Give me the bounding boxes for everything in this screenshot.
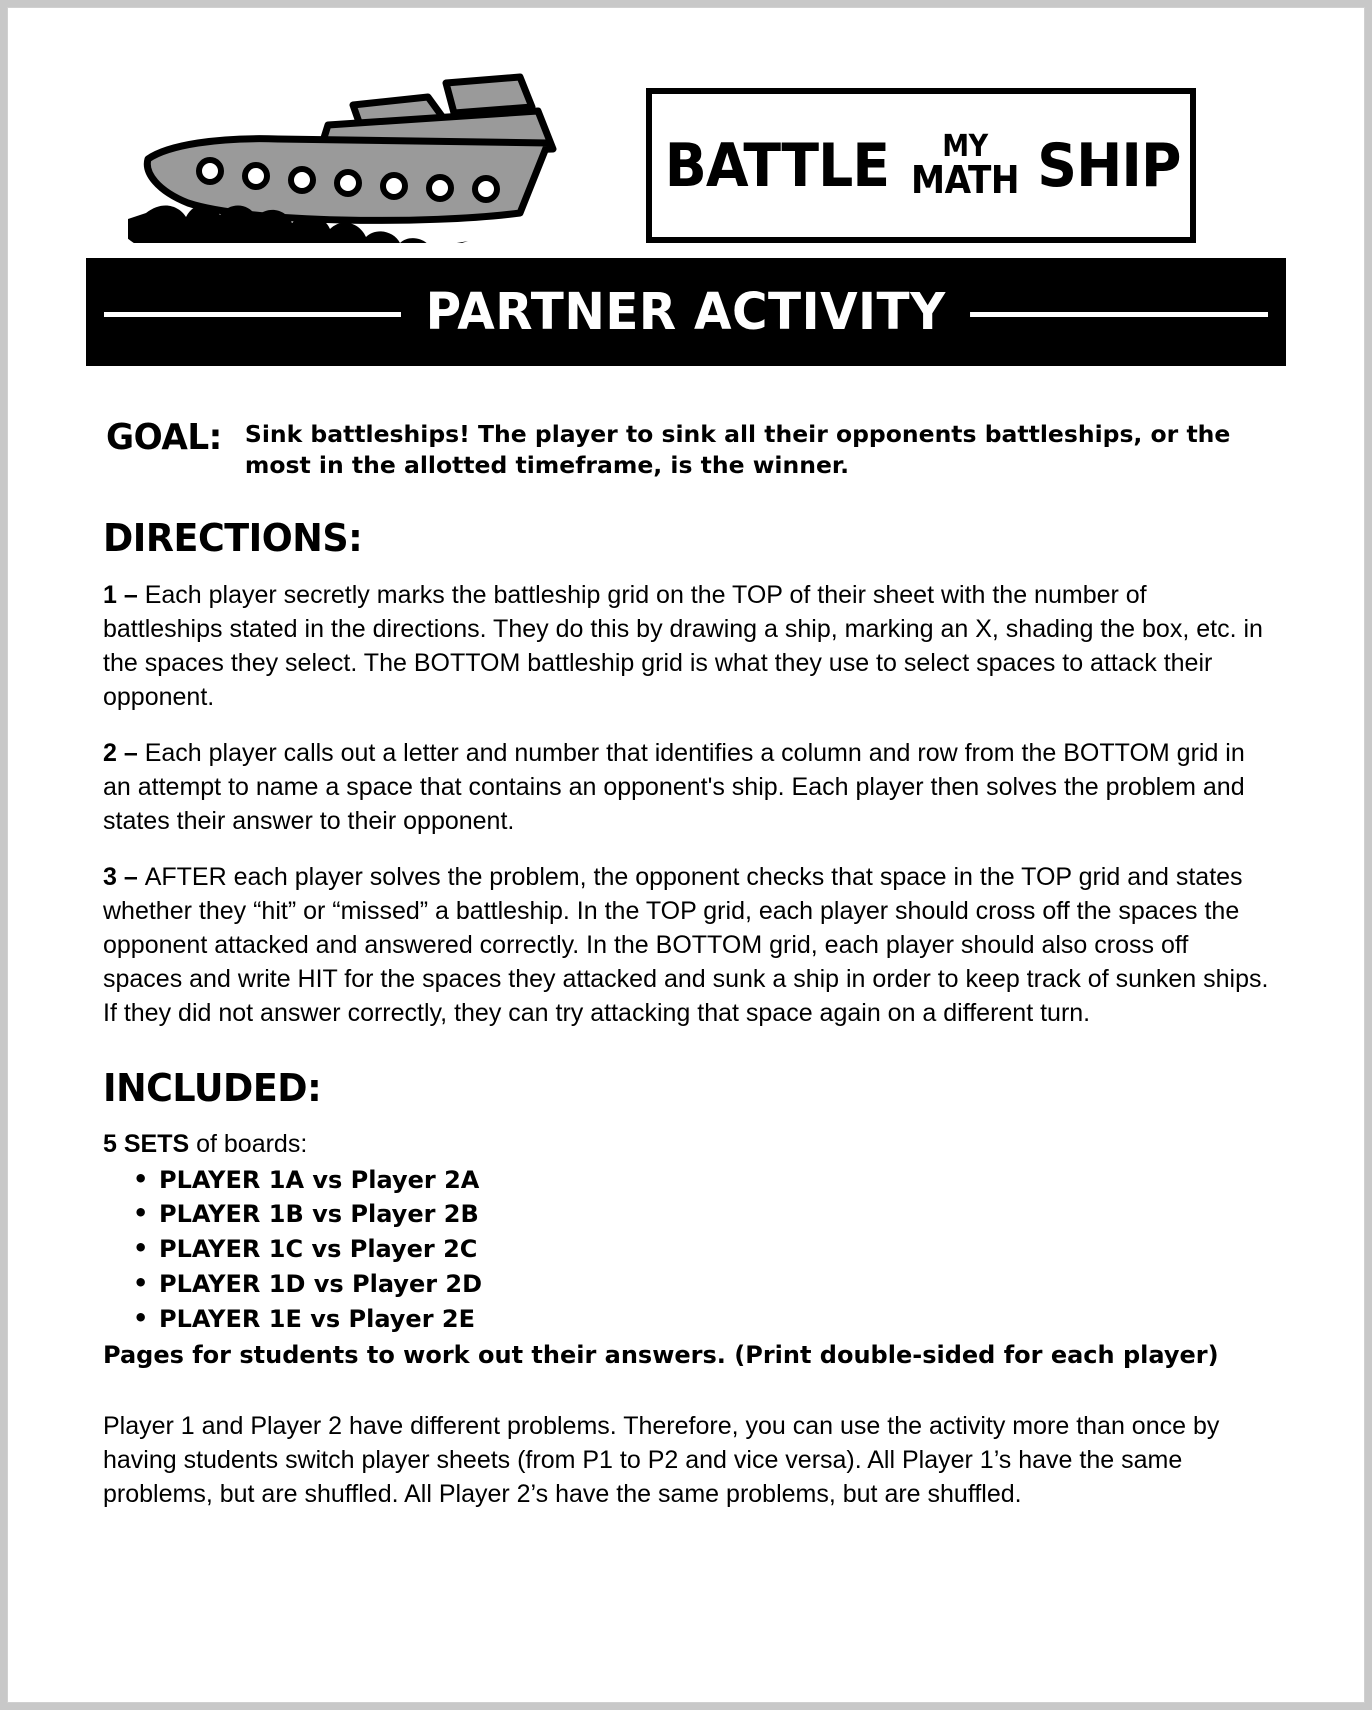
included-heading: INCLUDED: bbox=[103, 1066, 322, 1111]
direction-step-1-number: 1 – bbox=[103, 581, 145, 610]
directions-heading: DIRECTIONS: bbox=[103, 516, 363, 561]
title-word-my: MY bbox=[942, 129, 988, 165]
list-item: • PLAYER 1E vs Player 2E bbox=[125, 1302, 1269, 1337]
title-word-math: MATH bbox=[911, 157, 1020, 202]
direction-step-3 bbox=[103, 860, 1269, 1030]
title-word-my-math bbox=[911, 129, 1020, 202]
banner-title: PARTNER ACTIVITY bbox=[401, 283, 970, 342]
direction-step-1-text: Each player secretly marks the battleship grid on the TOP of their sheet with the number of battleships stated in the directions. They do this by drawing a ship, marking an X, shading the box, etc. in the spaces they select. The BOTTOM battleship grid is what they use to select spaces to attack their opponent. bbox=[103, 581, 1263, 712]
cruise-ship-icon bbox=[128, 63, 558, 243]
goal-text: Sink battleships! The player to sink all their opponents battleships, or the most in the allotted timeframe, is the winner. bbox=[244, 420, 1231, 479]
title-box bbox=[646, 88, 1196, 243]
title-word-ship: SHIP bbox=[1037, 130, 1181, 201]
direction-step-3-number: 3 – bbox=[103, 863, 145, 892]
partner-activity-banner bbox=[86, 258, 1286, 366]
worksheet-page bbox=[8, 8, 1364, 1702]
direction-step-2 bbox=[103, 736, 1269, 838]
page-header bbox=[8, 8, 1364, 258]
title-word-battle: BATTLE bbox=[664, 130, 890, 201]
pages-note: Pages for students to work out their answers. (Print double-sided for each player) bbox=[103, 1340, 1219, 1369]
goal-label: GOAL: bbox=[106, 417, 222, 458]
goal-section bbox=[103, 414, 1269, 480]
included-sets-list bbox=[125, 1163, 1269, 1337]
included-lead-rest: of boards: bbox=[189, 1130, 308, 1159]
list-item: • PLAYER 1A vs Player 2A bbox=[125, 1163, 1269, 1198]
included-lead-bold: 5 SETS bbox=[103, 1130, 190, 1159]
list-item: • PLAYER 1B vs Player 2B bbox=[125, 1197, 1269, 1232]
page-content bbox=[8, 414, 1364, 1511]
direction-step-2-number: 2 – bbox=[103, 739, 145, 768]
direction-step-2-text: Each player calls out a letter and number that identifies a column and row from the BOTTOM grid in an attempt to name a space that contains an opponent's ship. Each player then solves the problem and states their answer to their opponent. bbox=[103, 739, 1245, 836]
included-lead bbox=[103, 1128, 1269, 1161]
direction-step-1 bbox=[103, 578, 1269, 714]
closing-paragraph: Player 1 and Player 2 have different problems. Therefore, you can use the activity more than once by having students switch player sheets (from P1 to P2 and vice versa). All Player 1’s have the same problems, but are shuffled. All Player 2’s have the same problems, but are shuffled. bbox=[103, 1411, 1220, 1508]
list-item: • PLAYER 1C vs Player 2C bbox=[125, 1232, 1269, 1267]
direction-step-3-text: AFTER each player solves the problem, the opponent checks that space in the TOP grid and states whether they “hit” or “missed” a battleship. In the TOP grid, each player should cross off the spaces the opponent attacked and answered correctly. In the BOTTOM grid, each player should also cross off spaces and write HIT for the spaces they attacked and sunk a ship in order to keep track of sunken ships. If they did not answer correctly, they can try attacking that space again on a different turn. bbox=[103, 863, 1269, 1028]
list-item: • PLAYER 1D vs Player 2D bbox=[125, 1267, 1269, 1302]
